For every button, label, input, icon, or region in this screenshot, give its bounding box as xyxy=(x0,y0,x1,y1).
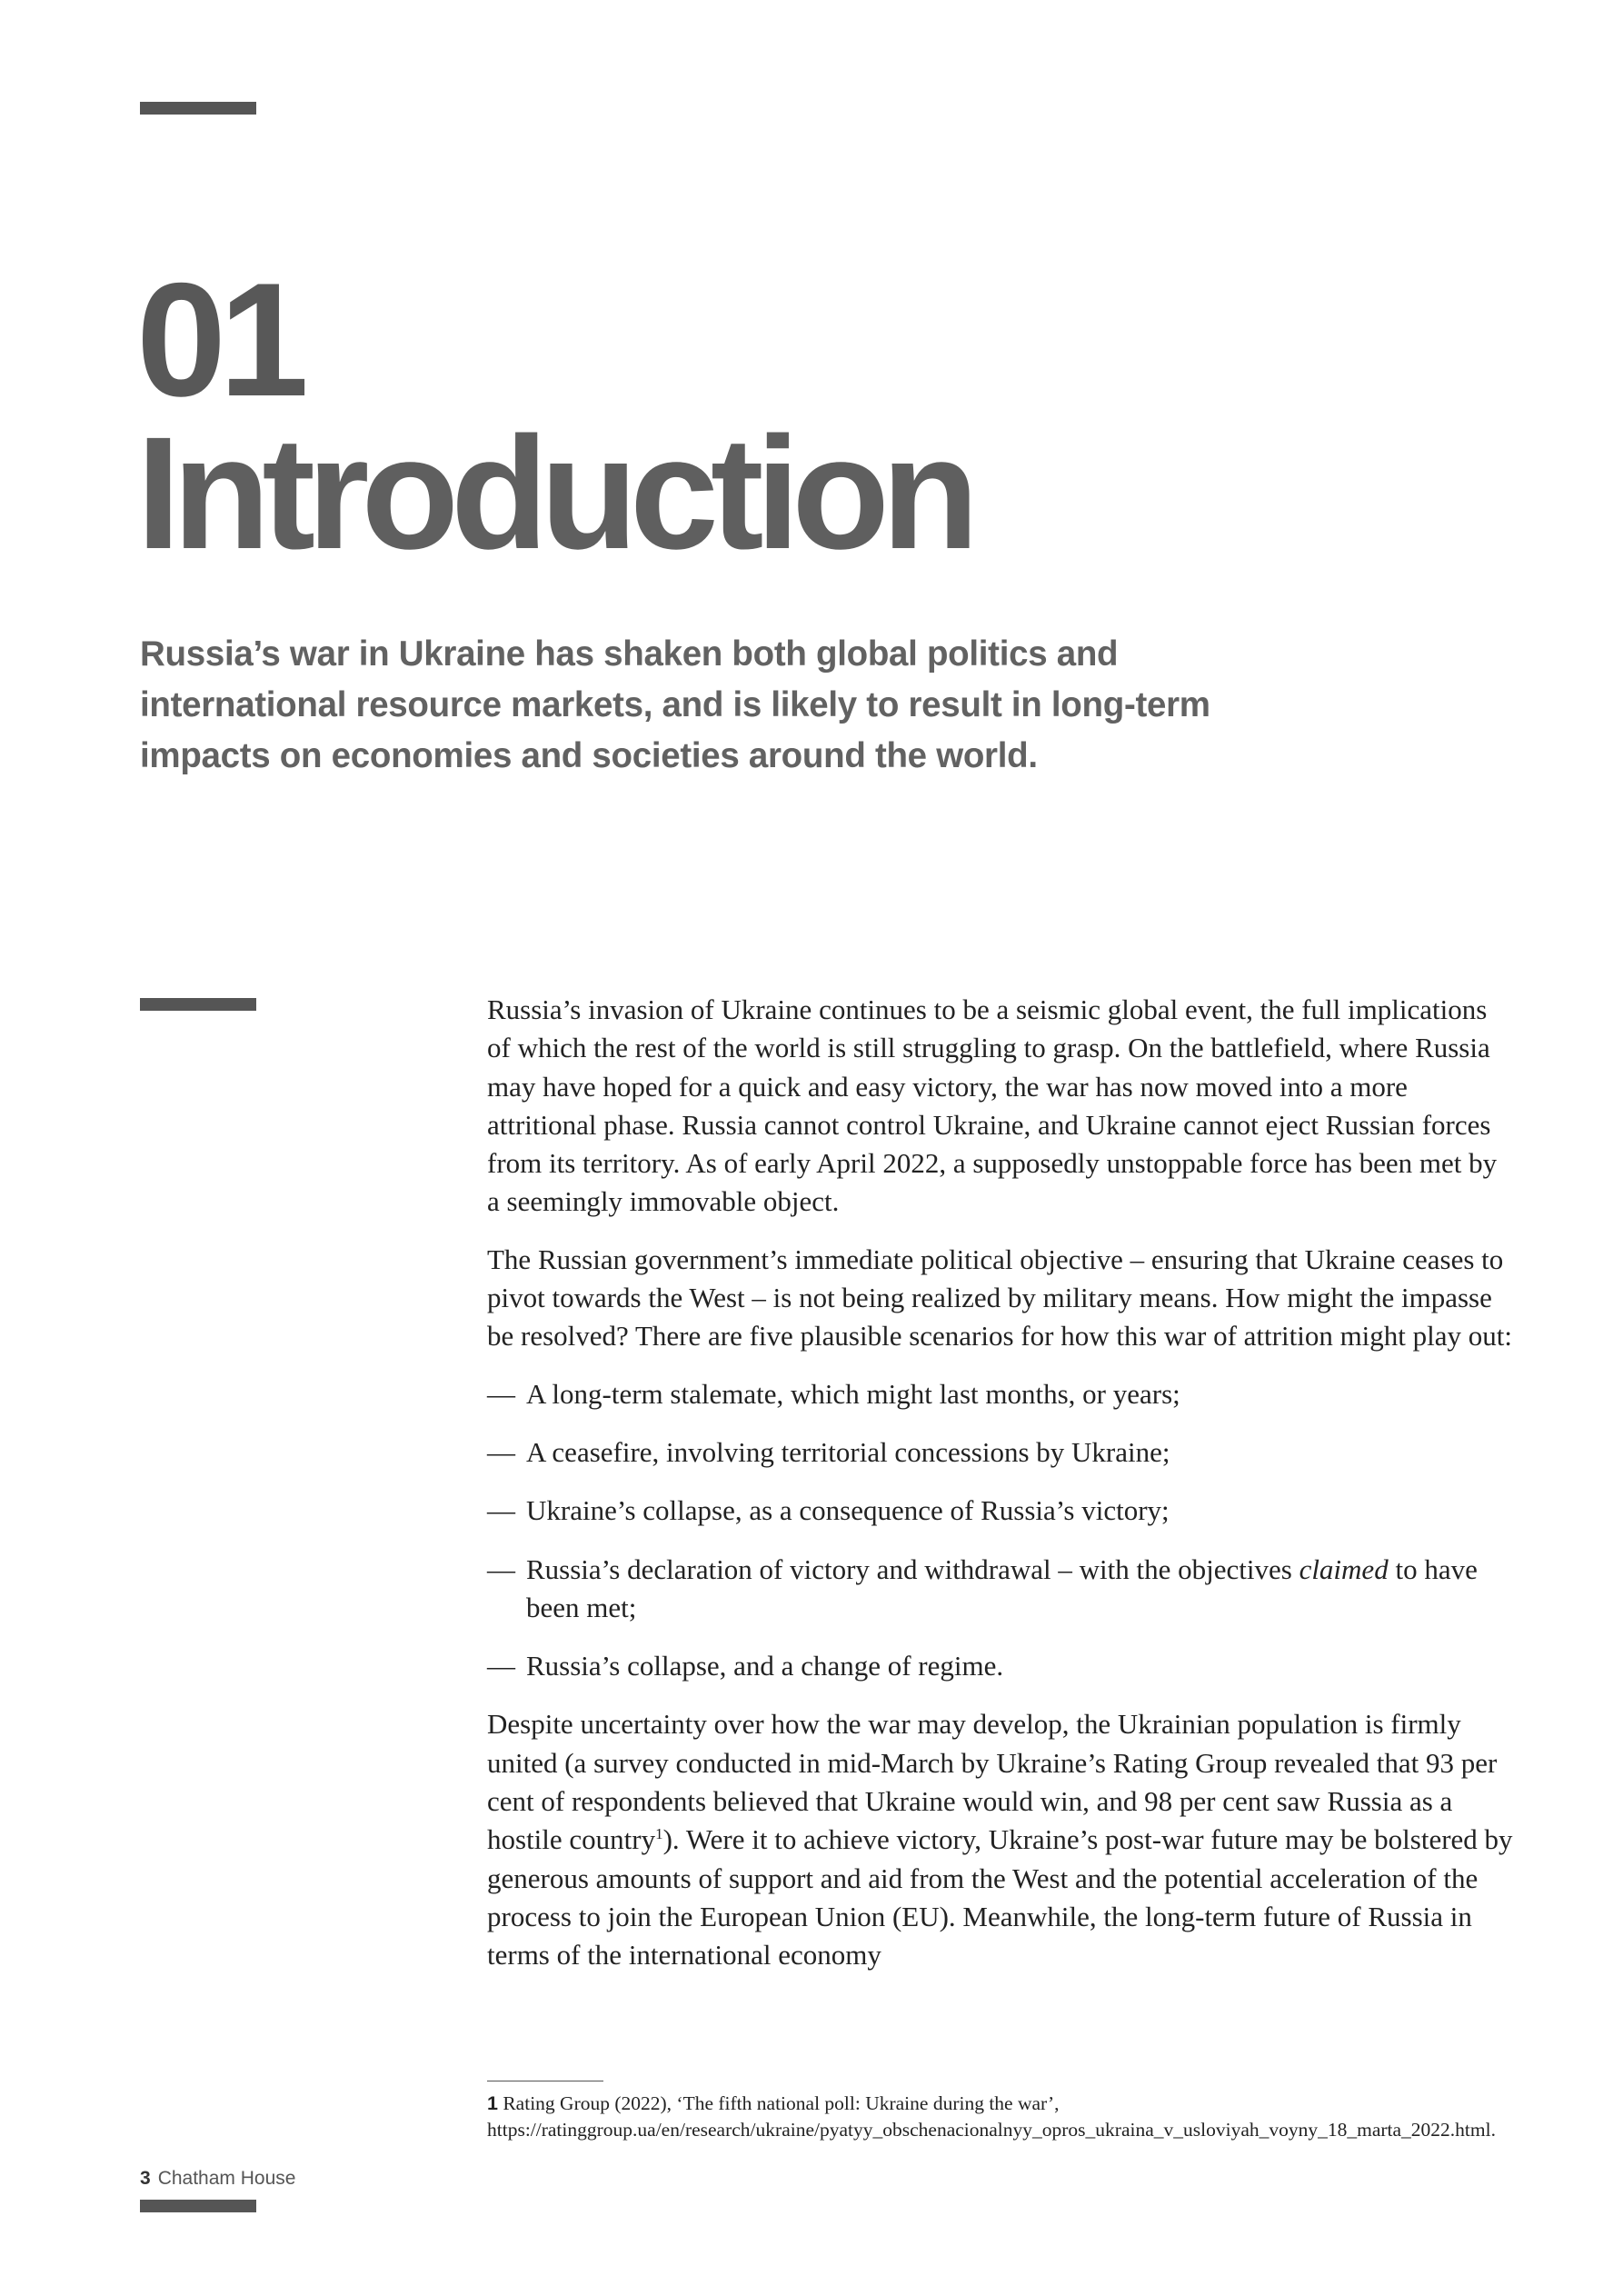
chapter-title: Introduction xyxy=(136,404,971,583)
scenario-item xyxy=(487,1492,1514,1530)
scenario-text: A long-term stalemate, which might last months, or years; xyxy=(526,1377,1180,1410)
scenario-text: Russia’s collapse, and a change of regime. xyxy=(526,1650,1004,1682)
scenario-list xyxy=(487,1375,1514,1686)
scenario-item xyxy=(487,1433,1514,1472)
footnote-reference[interactable]: 1 xyxy=(655,1825,663,1843)
em-dash-bullet: — xyxy=(487,1435,515,1468)
footnote-number: 1 xyxy=(487,2092,498,2114)
paragraph-3-text-end: ). Were it to achieve victory, Ukraine’s post-war future may be bolstered by generous amounts of support and aid from the West and the potential acceleration of the process to join the European Union (EU). Meanwhile, the long-term future of Russia in terms of the international economy xyxy=(487,1823,1513,1972)
scenario-text-end: to have been met; xyxy=(526,1552,1478,1623)
footer-accent-bar xyxy=(140,2200,256,2212)
chapter-lead-paragraph: Russia’s war in Ukraine has shaken both global politics and international resource markets, and is likely to result in long-term impacts on economies and societies around the world. xyxy=(140,634,1210,775)
scenario-item xyxy=(487,1551,1514,1628)
body-paragraph-2: The Russian government’s immediate political objective – ensuring that Ukraine ceases to pivot towards the West – is not being realized by military means. How might the impasse be resolved? There are five plausible scenarios for how this war of attrition might play out: xyxy=(487,1243,1513,1353)
body-paragraph-3 xyxy=(487,1705,1514,1974)
em-dash-bullet: — xyxy=(487,1494,515,1527)
publisher-name: Chatham House xyxy=(157,2168,296,2189)
scenario-text: Russia’s declaration of victory and withdrawal – with the objectives xyxy=(526,1552,1299,1585)
scenario-item xyxy=(487,1647,1514,1685)
chapter-number: 01 xyxy=(136,249,302,430)
paragraph-3-text: Despite uncertainty over how the war may develop, the Ukrainian population is firmly united (a survey conducted in mid-March by Ukraine’s Rating Group revealed that 93 per cent of respondents believed that Ukraine would win, and 98 per cent saw Russia as a hostile country xyxy=(487,1708,1498,1856)
top-accent-bar xyxy=(140,102,256,115)
scenario-emphasis: claimed xyxy=(1299,1552,1389,1585)
em-dash-bullet: — xyxy=(487,1377,515,1410)
footnote xyxy=(487,2091,1541,2143)
em-dash-bullet: — xyxy=(487,1650,515,1682)
section-accent-bar xyxy=(140,998,256,1011)
em-dash-bullet: — xyxy=(487,1552,515,1585)
page-footer xyxy=(140,2168,295,2190)
scenario-text: Ukraine’s collapse, as a consequence of Russia’s victory; xyxy=(526,1494,1170,1527)
body-text-column xyxy=(487,991,1514,1994)
scenario-text: A ceasefire, involving territorial concessions by Ukraine; xyxy=(526,1435,1170,1468)
page-number: 3 xyxy=(140,2168,151,2189)
body-paragraph-1: Russia’s invasion of Ukraine continues to be a seismic global event, the full implications of which the rest of the world is still struggling to grasp. On the battlefield, where Russia may have hoped for a quick and easy victory, the war has now moved into a more attritional phase. Russia cannot control Ukraine, and Ukraine cannot eject Russian forces from its territory. As of early April 2022, a supposedly unstoppable force has been met by a seemingly immovable object. xyxy=(487,993,1498,1218)
scenario-item xyxy=(487,1375,1514,1413)
footnote-text: Rating Group (2022), ‘The fifth national poll: Ukraine during the war’, https://ratinggroup.ua/en/research/ukraine/pyatyy_obschenacionalnyy_opros_ukraina_v_usloviyah_voyny_18_marta_2022.html. xyxy=(487,2092,1496,2141)
